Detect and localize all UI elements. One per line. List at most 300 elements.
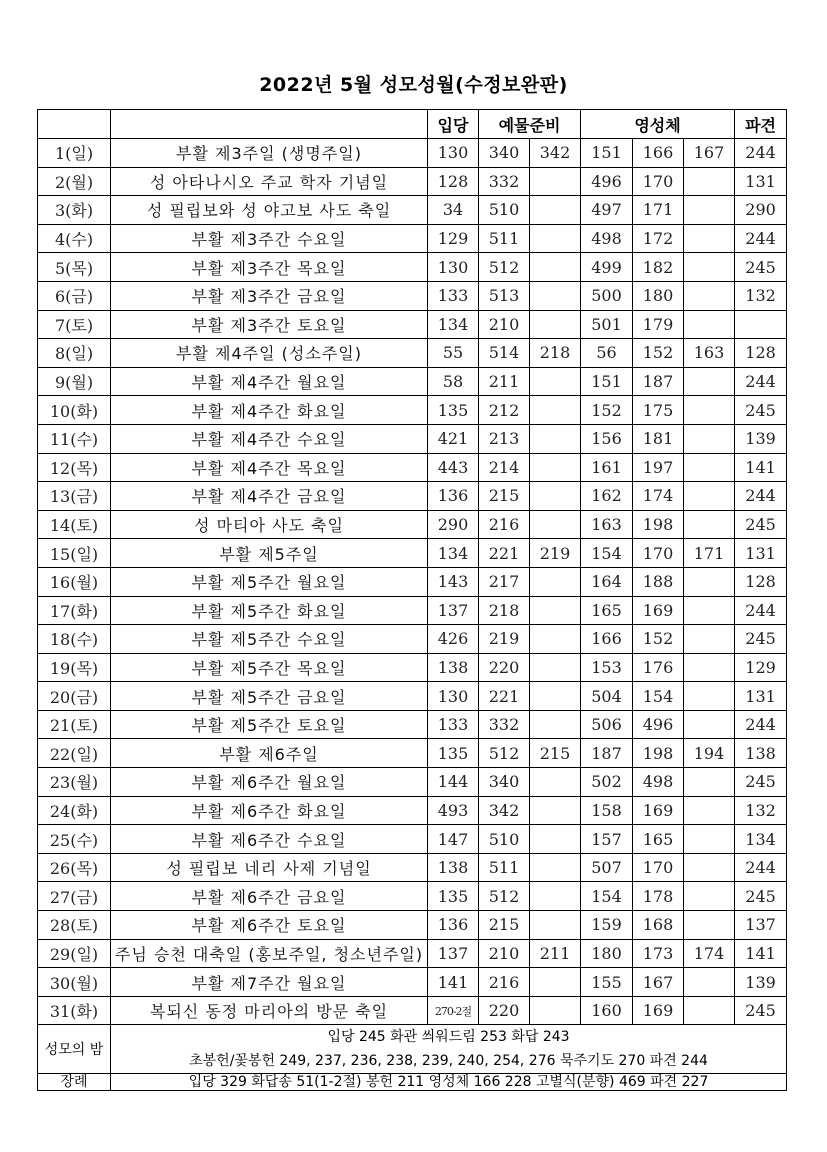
communion-hymn-2: 167 xyxy=(633,968,684,997)
day-cell: 6(금) xyxy=(38,281,111,310)
dismissal-hymn: 134 xyxy=(735,825,787,854)
offertory-hymn-2 xyxy=(530,825,581,854)
offertory-hymn-1: 512 xyxy=(479,253,530,282)
header-dismissal: 파견 xyxy=(735,110,787,139)
dismissal-hymn: 137 xyxy=(735,911,787,940)
table-row xyxy=(38,539,787,568)
celebration-name: 부활 제5주간 월요일 xyxy=(111,567,428,596)
day-cell: 15(일) xyxy=(38,539,111,568)
celebration-name: 성 필립보와 성 야고보 사도 축일 xyxy=(111,196,428,225)
dismissal-hymn: 244 xyxy=(735,482,787,511)
offertory-hymn-1: 513 xyxy=(479,281,530,310)
day-cell: 25(수) xyxy=(38,825,111,854)
offertory-hymn-1: 512 xyxy=(479,739,530,768)
table-row xyxy=(38,710,787,739)
dismissal-hymn: 244 xyxy=(735,224,787,253)
day-cell: 1(일) xyxy=(38,139,111,168)
offertory-hymn-2: 211 xyxy=(530,939,581,968)
communion-hymn-2: 180 xyxy=(633,281,684,310)
entrance-hymn: 138 xyxy=(428,853,479,882)
table-row xyxy=(38,482,787,511)
communion-hymn-1: 163 xyxy=(581,510,633,539)
dismissal-hymn: 129 xyxy=(735,653,787,682)
offertory-hymn-2 xyxy=(530,224,581,253)
communion-hymn-1: 160 xyxy=(581,996,633,1025)
communion-hymn-2: 165 xyxy=(633,825,684,854)
marian-night-row xyxy=(38,1025,787,1074)
communion-hymn-2: 496 xyxy=(633,710,684,739)
dismissal-hymn: 131 xyxy=(735,682,787,711)
offertory-hymn-2 xyxy=(530,196,581,225)
offertory-hymn-2 xyxy=(530,768,581,797)
offertory-hymn-2 xyxy=(530,167,581,196)
day-cell: 4(수) xyxy=(38,224,111,253)
offertory-hymn-2 xyxy=(530,625,581,654)
communion-hymn-3: 167 xyxy=(684,139,735,168)
funeral-row xyxy=(38,1074,787,1091)
celebration-name: 부활 제5주간 화요일 xyxy=(111,596,428,625)
offertory-hymn-2 xyxy=(530,596,581,625)
communion-hymn-3 xyxy=(684,396,735,425)
entrance-hymn: 136 xyxy=(428,482,479,511)
communion-hymn-2: 154 xyxy=(633,682,684,711)
dismissal-hymn: 245 xyxy=(735,768,787,797)
table-row xyxy=(38,653,787,682)
dismissal-hymn: 244 xyxy=(735,596,787,625)
dismissal-hymn: 290 xyxy=(735,196,787,225)
communion-hymn-1: 498 xyxy=(581,224,633,253)
communion-hymn-1: 507 xyxy=(581,853,633,882)
communion-hymn-3 xyxy=(684,167,735,196)
communion-hymn-3: 174 xyxy=(684,939,735,968)
offertory-hymn-1: 215 xyxy=(479,482,530,511)
day-cell: 2(월) xyxy=(38,167,111,196)
offertory-hymn-1: 215 xyxy=(479,911,530,940)
table-row xyxy=(38,796,787,825)
table-row xyxy=(38,768,787,797)
celebration-name: 성 필립보 네리 사제 기념일 xyxy=(111,853,428,882)
communion-hymn-1: 187 xyxy=(581,739,633,768)
communion-hymn-3: 194 xyxy=(684,739,735,768)
communion-hymn-3 xyxy=(684,567,735,596)
table-row xyxy=(38,996,787,1025)
offertory-hymn-1: 210 xyxy=(479,939,530,968)
entrance-hymn: 143 xyxy=(428,567,479,596)
day-cell: 12(목) xyxy=(38,453,111,482)
dismissal-hymn: 244 xyxy=(735,853,787,882)
table-row xyxy=(38,224,787,253)
marian-night-label: 성모의 밤 xyxy=(38,1025,111,1074)
celebration-name: 부활 제5주간 금요일 xyxy=(111,682,428,711)
entrance-hymn: 147 xyxy=(428,825,479,854)
celebration-name: 부활 제3주간 금요일 xyxy=(111,281,428,310)
offertory-hymn-1: 514 xyxy=(479,339,530,368)
dismissal-hymn: 132 xyxy=(735,796,787,825)
offertory-hymn-1: 216 xyxy=(479,510,530,539)
table-row xyxy=(38,567,787,596)
offertory-hymn-2 xyxy=(530,510,581,539)
table-row xyxy=(38,596,787,625)
dismissal-hymn: 244 xyxy=(735,139,787,168)
communion-hymn-3 xyxy=(684,653,735,682)
table-row xyxy=(38,682,787,711)
table-row xyxy=(38,911,787,940)
communion-hymn-2: 197 xyxy=(633,453,684,482)
communion-hymn-3 xyxy=(684,911,735,940)
entrance-hymn: 134 xyxy=(428,539,479,568)
page-title: 2022년 5월 성모성월(수정보완판) xyxy=(259,74,568,96)
entrance-hymn: 130 xyxy=(428,682,479,711)
offertory-hymn-1: 213 xyxy=(479,424,530,453)
dismissal-hymn: 245 xyxy=(735,253,787,282)
day-cell: 22(일) xyxy=(38,739,111,768)
offertory-hymn-1: 210 xyxy=(479,310,530,339)
communion-hymn-3 xyxy=(684,253,735,282)
offertory-hymn-1: 511 xyxy=(479,853,530,882)
communion-hymn-1: 155 xyxy=(581,968,633,997)
celebration-name: 부활 제5주일 xyxy=(111,539,428,568)
entrance-hymn: 141 xyxy=(428,968,479,997)
header-offertory: 예물준비 xyxy=(479,110,581,139)
day-cell: 11(수) xyxy=(38,424,111,453)
table-row xyxy=(38,968,787,997)
communion-hymn-1: 154 xyxy=(581,882,633,911)
entrance-hymn: 133 xyxy=(428,710,479,739)
communion-hymn-2: 179 xyxy=(633,310,684,339)
dismissal-hymn: 128 xyxy=(735,339,787,368)
celebration-name: 부활 제3주일 (생명주일) xyxy=(111,139,428,168)
entrance-hymn: 290 xyxy=(428,510,479,539)
communion-hymn-3 xyxy=(684,310,735,339)
offertory-hymn-2 xyxy=(530,882,581,911)
entrance-hymn: 144 xyxy=(428,768,479,797)
header-day xyxy=(38,110,111,139)
table-row xyxy=(38,853,787,882)
dismissal-hymn: 245 xyxy=(735,882,787,911)
table-row xyxy=(38,339,787,368)
day-cell: 21(토) xyxy=(38,710,111,739)
communion-hymn-3 xyxy=(684,768,735,797)
communion-hymn-1: 506 xyxy=(581,710,633,739)
communion-hymn-3 xyxy=(684,367,735,396)
offertory-hymn-1: 332 xyxy=(479,167,530,196)
offertory-hymn-1: 342 xyxy=(479,796,530,825)
communion-hymn-3 xyxy=(684,424,735,453)
marian-night-line-1: 입당 245 화관 씌워드림 253 화답 243 xyxy=(327,1029,570,1046)
table-row xyxy=(38,139,787,168)
entrance-hymn: 130 xyxy=(428,139,479,168)
offertory-hymn-2 xyxy=(530,396,581,425)
communion-hymn-1: 180 xyxy=(581,939,633,968)
offertory-hymn-1: 221 xyxy=(479,539,530,568)
dismissal-hymn: 245 xyxy=(735,625,787,654)
day-cell: 27(금) xyxy=(38,882,111,911)
entrance-hymn: 135 xyxy=(428,739,479,768)
table-row xyxy=(38,882,787,911)
communion-hymn-2: 173 xyxy=(633,939,684,968)
offertory-hymn-2 xyxy=(530,310,581,339)
entrance-hymn: 135 xyxy=(428,882,479,911)
communion-hymn-1: 165 xyxy=(581,596,633,625)
offertory-hymn-2 xyxy=(530,567,581,596)
header-entrance: 입당 xyxy=(428,110,479,139)
communion-hymn-1: 502 xyxy=(581,768,633,797)
day-cell: 7(토) xyxy=(38,310,111,339)
communion-hymn-3 xyxy=(684,882,735,911)
header-row xyxy=(38,110,787,139)
communion-hymn-3 xyxy=(684,996,735,1025)
offertory-hymn-2 xyxy=(530,710,581,739)
communion-hymn-3 xyxy=(684,710,735,739)
communion-hymn-1: 158 xyxy=(581,796,633,825)
table-row xyxy=(38,510,787,539)
communion-hymn-1: 152 xyxy=(581,396,633,425)
funeral-label: 장례 xyxy=(38,1074,111,1091)
offertory-hymn-2 xyxy=(530,281,581,310)
day-cell: 10(화) xyxy=(38,396,111,425)
marian-night-hymns xyxy=(111,1025,787,1074)
entrance-hymn: 129 xyxy=(428,224,479,253)
communion-hymn-3 xyxy=(684,796,735,825)
offertory-hymn-1: 212 xyxy=(479,396,530,425)
communion-hymn-1: 157 xyxy=(581,825,633,854)
entrance-hymn: 130 xyxy=(428,253,479,282)
communion-hymn-3 xyxy=(684,625,735,654)
communion-hymn-1: 166 xyxy=(581,625,633,654)
table-row xyxy=(38,396,787,425)
dismissal-hymn: 128 xyxy=(735,567,787,596)
offertory-hymn-2 xyxy=(530,653,581,682)
celebration-name: 복되신 동정 마리아의 방문 축일 xyxy=(111,996,428,1025)
offertory-hymn-2 xyxy=(530,911,581,940)
table-row xyxy=(38,739,787,768)
communion-hymn-2: 170 xyxy=(633,539,684,568)
communion-hymn-3: 171 xyxy=(684,539,735,568)
offertory-hymn-1: 216 xyxy=(479,968,530,997)
communion-hymn-2: 170 xyxy=(633,853,684,882)
communion-hymn-2: 187 xyxy=(633,367,684,396)
entrance-hymn: 134 xyxy=(428,310,479,339)
communion-hymn-3 xyxy=(684,224,735,253)
entrance-hymn: 34 xyxy=(428,196,479,225)
entrance-hymn: 137 xyxy=(428,596,479,625)
communion-hymn-3 xyxy=(684,596,735,625)
communion-hymn-1: 500 xyxy=(581,281,633,310)
dismissal-hymn: 244 xyxy=(735,710,787,739)
offertory-hymn-2 xyxy=(530,996,581,1025)
dismissal-hymn: 131 xyxy=(735,539,787,568)
entrance-hymn: 135 xyxy=(428,396,479,425)
dismissal-hymn: 138 xyxy=(735,739,787,768)
day-cell: 13(금) xyxy=(38,482,111,511)
entrance-hymn: 443 xyxy=(428,453,479,482)
celebration-name: 부활 제6주간 화요일 xyxy=(111,796,428,825)
day-cell: 19(목) xyxy=(38,653,111,682)
entrance-hymn: 426 xyxy=(428,625,479,654)
table-row xyxy=(38,424,787,453)
communion-hymn-1: 161 xyxy=(581,453,633,482)
entrance-hymn: 137 xyxy=(428,939,479,968)
offertory-hymn-1: 221 xyxy=(479,682,530,711)
entrance-hymn: 136 xyxy=(428,911,479,940)
day-cell: 29(일) xyxy=(38,939,111,968)
celebration-name: 부활 제4주일 (성소주일) xyxy=(111,339,428,368)
entrance-hymn: 421 xyxy=(428,424,479,453)
offertory-hymn-2 xyxy=(530,482,581,511)
day-cell: 28(토) xyxy=(38,911,111,940)
communion-hymn-2: 170 xyxy=(633,167,684,196)
communion-hymn-2: 178 xyxy=(633,882,684,911)
dismissal-hymn: 139 xyxy=(735,968,787,997)
celebration-name: 부활 제4주간 화요일 xyxy=(111,396,428,425)
celebration-name: 주님 승천 대축일 (홍보주일, 청소년주일) xyxy=(111,939,428,968)
offertory-hymn-2: 342 xyxy=(530,139,581,168)
communion-hymn-1: 151 xyxy=(581,367,633,396)
communion-hymn-2: 175 xyxy=(633,396,684,425)
offertory-hymn-1: 220 xyxy=(479,653,530,682)
communion-hymn-2: 166 xyxy=(633,139,684,168)
celebration-name: 성 아타나시오 주교 학자 기념일 xyxy=(111,167,428,196)
offertory-hymn-1: 511 xyxy=(479,224,530,253)
offertory-hymn-1: 218 xyxy=(479,596,530,625)
communion-hymn-1: 154 xyxy=(581,539,633,568)
offertory-hymn-2 xyxy=(530,424,581,453)
communion-hymn-2: 169 xyxy=(633,996,684,1025)
celebration-name: 부활 제5주간 수요일 xyxy=(111,625,428,654)
day-cell: 5(목) xyxy=(38,253,111,282)
offertory-hymn-2: 215 xyxy=(530,739,581,768)
celebration-name: 부활 제3주간 목요일 xyxy=(111,253,428,282)
offertory-hymn-1: 340 xyxy=(479,768,530,797)
communion-hymn-2: 198 xyxy=(633,739,684,768)
communion-hymn-1: 159 xyxy=(581,911,633,940)
entrance-hymn: 58 xyxy=(428,367,479,396)
entrance-hymn: 133 xyxy=(428,281,479,310)
offertory-hymn-1: 214 xyxy=(479,453,530,482)
celebration-name: 부활 제5주간 토요일 xyxy=(111,710,428,739)
dismissal-hymn: 139 xyxy=(735,424,787,453)
offertory-hymn-2 xyxy=(530,253,581,282)
communion-hymn-3: 163 xyxy=(684,339,735,368)
offertory-hymn-1: 211 xyxy=(479,367,530,396)
communion-hymn-2: 152 xyxy=(633,339,684,368)
communion-hymn-1: 56 xyxy=(581,339,633,368)
celebration-name: 부활 제3주간 토요일 xyxy=(111,310,428,339)
celebration-name: 부활 제4주간 수요일 xyxy=(111,424,428,453)
communion-hymn-2: 171 xyxy=(633,196,684,225)
celebration-name: 부활 제4주간 목요일 xyxy=(111,453,428,482)
communion-hymn-1: 496 xyxy=(581,167,633,196)
communion-hymn-3 xyxy=(684,510,735,539)
offertory-hymn-2 xyxy=(530,367,581,396)
communion-hymn-1: 156 xyxy=(581,424,633,453)
communion-hymn-1: 162 xyxy=(581,482,633,511)
table-row xyxy=(38,281,787,310)
communion-hymn-2: 169 xyxy=(633,596,684,625)
communion-hymn-2: 176 xyxy=(633,653,684,682)
offertory-hymn-2 xyxy=(530,453,581,482)
communion-hymn-2: 182 xyxy=(633,253,684,282)
entrance-hymn: 138 xyxy=(428,653,479,682)
day-cell: 14(토) xyxy=(38,510,111,539)
celebration-name: 부활 제6주일 xyxy=(111,739,428,768)
offertory-hymn-2: 218 xyxy=(530,339,581,368)
entrance-hymn: 270-2절 xyxy=(428,996,479,1025)
day-cell: 3(화) xyxy=(38,196,111,225)
dismissal-hymn: 245 xyxy=(735,510,787,539)
communion-hymn-2: 198 xyxy=(633,510,684,539)
day-cell: 23(월) xyxy=(38,768,111,797)
offertory-hymn-1: 512 xyxy=(479,882,530,911)
header-name xyxy=(111,110,428,139)
dismissal-hymn: 132 xyxy=(735,281,787,310)
entrance-hymn: 493 xyxy=(428,796,479,825)
offertory-hymn-1: 220 xyxy=(479,996,530,1025)
communion-hymn-3 xyxy=(684,453,735,482)
day-cell: 9(월) xyxy=(38,367,111,396)
header-communion: 영성체 xyxy=(581,110,735,139)
celebration-name: 부활 제4주간 금요일 xyxy=(111,482,428,511)
dismissal-hymn: 245 xyxy=(735,396,787,425)
communion-hymn-2: 188 xyxy=(633,567,684,596)
dismissal-hymn xyxy=(735,310,787,339)
communion-hymn-2: 181 xyxy=(633,424,684,453)
offertory-hymn-2 xyxy=(530,796,581,825)
communion-hymn-2: 152 xyxy=(633,625,684,654)
communion-hymn-1: 153 xyxy=(581,653,633,682)
celebration-name: 부활 제6주간 월요일 xyxy=(111,768,428,797)
offertory-hymn-2 xyxy=(530,682,581,711)
communion-hymn-3 xyxy=(684,825,735,854)
table-row xyxy=(38,625,787,654)
table-row xyxy=(38,367,787,396)
table-row xyxy=(38,167,787,196)
offertory-hymn-2: 219 xyxy=(530,539,581,568)
offertory-hymn-2 xyxy=(530,853,581,882)
communion-hymn-1: 499 xyxy=(581,253,633,282)
communion-hymn-1: 501 xyxy=(581,310,633,339)
day-cell: 20(금) xyxy=(38,682,111,711)
communion-hymn-2: 169 xyxy=(633,796,684,825)
communion-hymn-2: 498 xyxy=(633,768,684,797)
table-row xyxy=(38,453,787,482)
dismissal-hymn: 141 xyxy=(735,939,787,968)
day-cell: 18(수) xyxy=(38,625,111,654)
celebration-name: 부활 제7주간 월요일 xyxy=(111,968,428,997)
communion-hymn-1: 151 xyxy=(581,139,633,168)
dismissal-hymn: 131 xyxy=(735,167,787,196)
table-row xyxy=(38,825,787,854)
communion-hymn-3 xyxy=(684,682,735,711)
day-cell: 8(일) xyxy=(38,339,111,368)
offertory-hymn-1: 340 xyxy=(479,139,530,168)
day-cell: 24(화) xyxy=(38,796,111,825)
offertory-hymn-1: 332 xyxy=(479,710,530,739)
hymn-schedule-table xyxy=(37,109,787,1091)
offertory-hymn-1: 510 xyxy=(479,825,530,854)
entrance-hymn: 55 xyxy=(428,339,479,368)
celebration-name: 부활 제3주간 수요일 xyxy=(111,224,428,253)
day-cell: 26(목) xyxy=(38,853,111,882)
offertory-hymn-1: 219 xyxy=(479,625,530,654)
day-cell: 31(화) xyxy=(38,996,111,1025)
day-cell: 16(월) xyxy=(38,567,111,596)
dismissal-hymn: 244 xyxy=(735,367,787,396)
dismissal-hymn: 141 xyxy=(735,453,787,482)
offertory-hymn-1: 217 xyxy=(479,567,530,596)
table-row xyxy=(38,253,787,282)
communion-hymn-1: 164 xyxy=(581,567,633,596)
